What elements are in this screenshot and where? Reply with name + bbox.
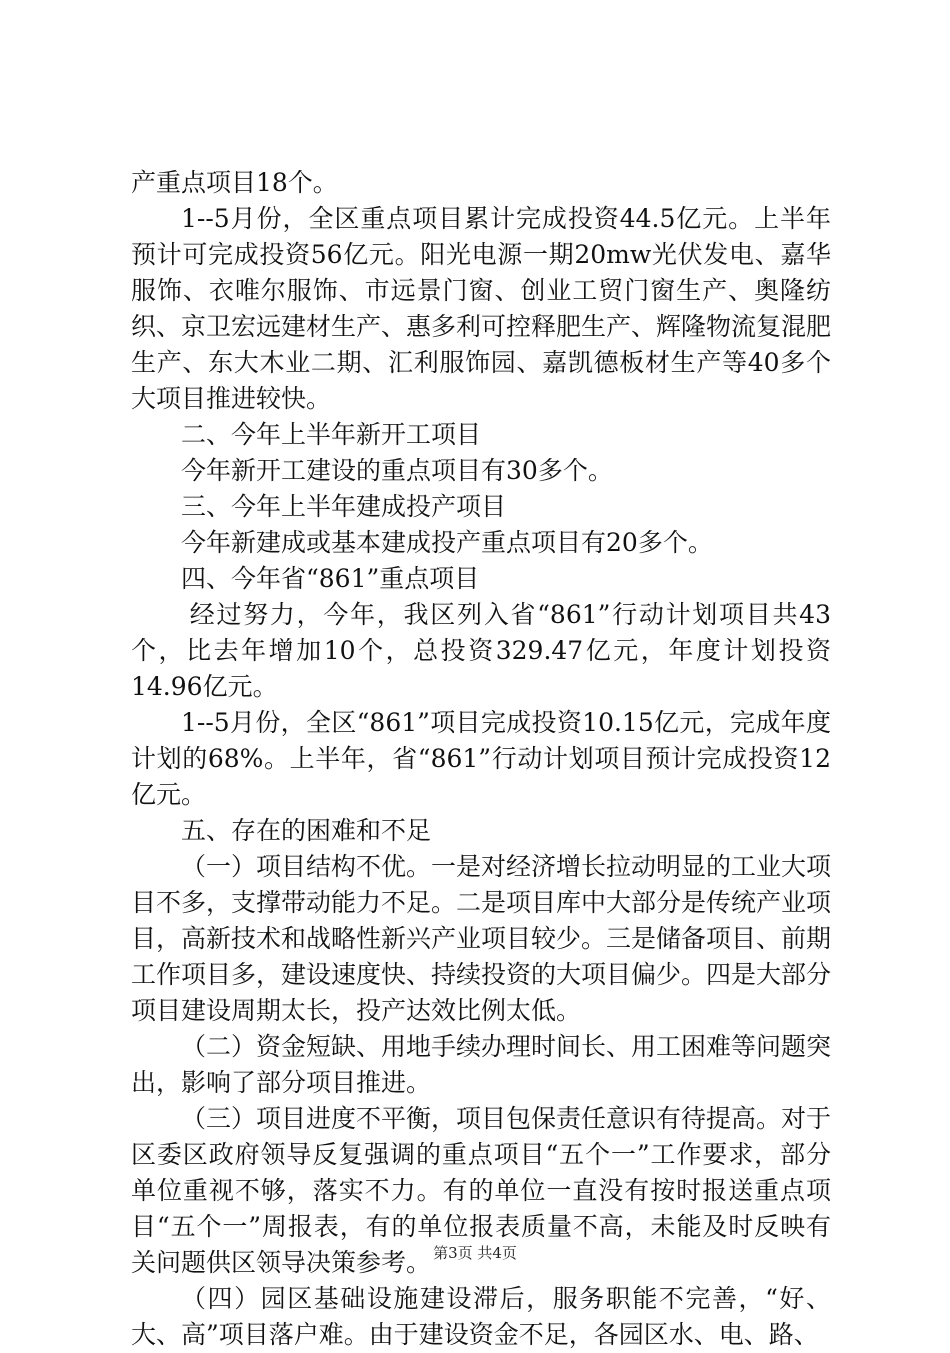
document-body (131, 165, 831, 1353)
paragraph-difficulty-1: （一）项目结构不优。一是对经济增长拉动明显的工业大项目不多，支撑带动能力不足。二是项目库中大部分是传统产业项目，高新技术和战略性新兴产业项目较少。三是储备项目、前期工作项目多，建设速度快、持续投资的大项目偏少。四是大部分项目建设周期太长，投产达效比例太低。 (131, 852, 832, 1025)
section-heading-completed-projects: 三、今年上半年建成投产项目 (181, 492, 507, 521)
paragraph-new-projects: 今年新开工建设的重点项目有30多个。 (181, 456, 613, 485)
paragraph-completed-projects: 今年新建成或基本建成投产重点项目有20多个。 (181, 528, 713, 557)
paragraph-861-overview: 经过努力，今年，我区列入省“861”行动计划项目共43个，比去年增加10个，总投资329.47亿元，年度计划投资14.96亿元。 (131, 600, 831, 701)
paragraph-difficulty-3: （三）项目进度不平衡，项目包保责任意识有待提高。对于区委区政府领导反复强调的重点项目“五个一”工作要求，部分单位重视不够，落实不力。有的单位一直没有按时报送重点项目“五个一”周报表，有的单位报表质量不高，未能及时反映有关问题供区领导决策参考。 (131, 1104, 832, 1277)
section-heading-861-projects: 四、今年省“861”重点项目 (181, 564, 480, 593)
section-heading-difficulties: 五、存在的困难和不足 (181, 816, 432, 845)
paragraph-861-progress: 1--5月份，全区“861”项目完成投资10.15亿元，完成年度计划的68%。上半年，省“861”行动计划项目预计完成投资12亿元。 (131, 708, 831, 809)
paragraph-investment-progress: 1--5月份，全区重点项目累计完成投资44.5亿元。上半年预计可完成投资56亿元。阳光电源一期20mw光伏发电、嘉华服饰、衣唯尔服饰、市远景门窗、创业工贸门窗生产、奥隆纺织、京卫宏远建材生产、惠多利可控释肥生产、辉隆物流复混肥生产、东大木业二期、汇利服饰园、嘉凯德板材生产等40多个大项目推进较快。 (131, 204, 832, 413)
paragraph-difficulty-2: （二）资金短缺、用地手续办理时间长、用工困难等问题突出，影响了部分项目推进。 (131, 1032, 832, 1097)
paragraph-difficulty-4: （四）园区基础设施建设滞后，服务职能不完善，“好、大、高”项目落户难。由于建设资金不足，各园区水、电、路、 (131, 1284, 831, 1349)
paragraph-continuation: 产重点项目18个。 (131, 168, 338, 197)
page-number-footer: 第3页 共4页 (433, 1244, 517, 1262)
section-heading-new-projects: 二、今年上半年新开工项目 (181, 420, 482, 449)
